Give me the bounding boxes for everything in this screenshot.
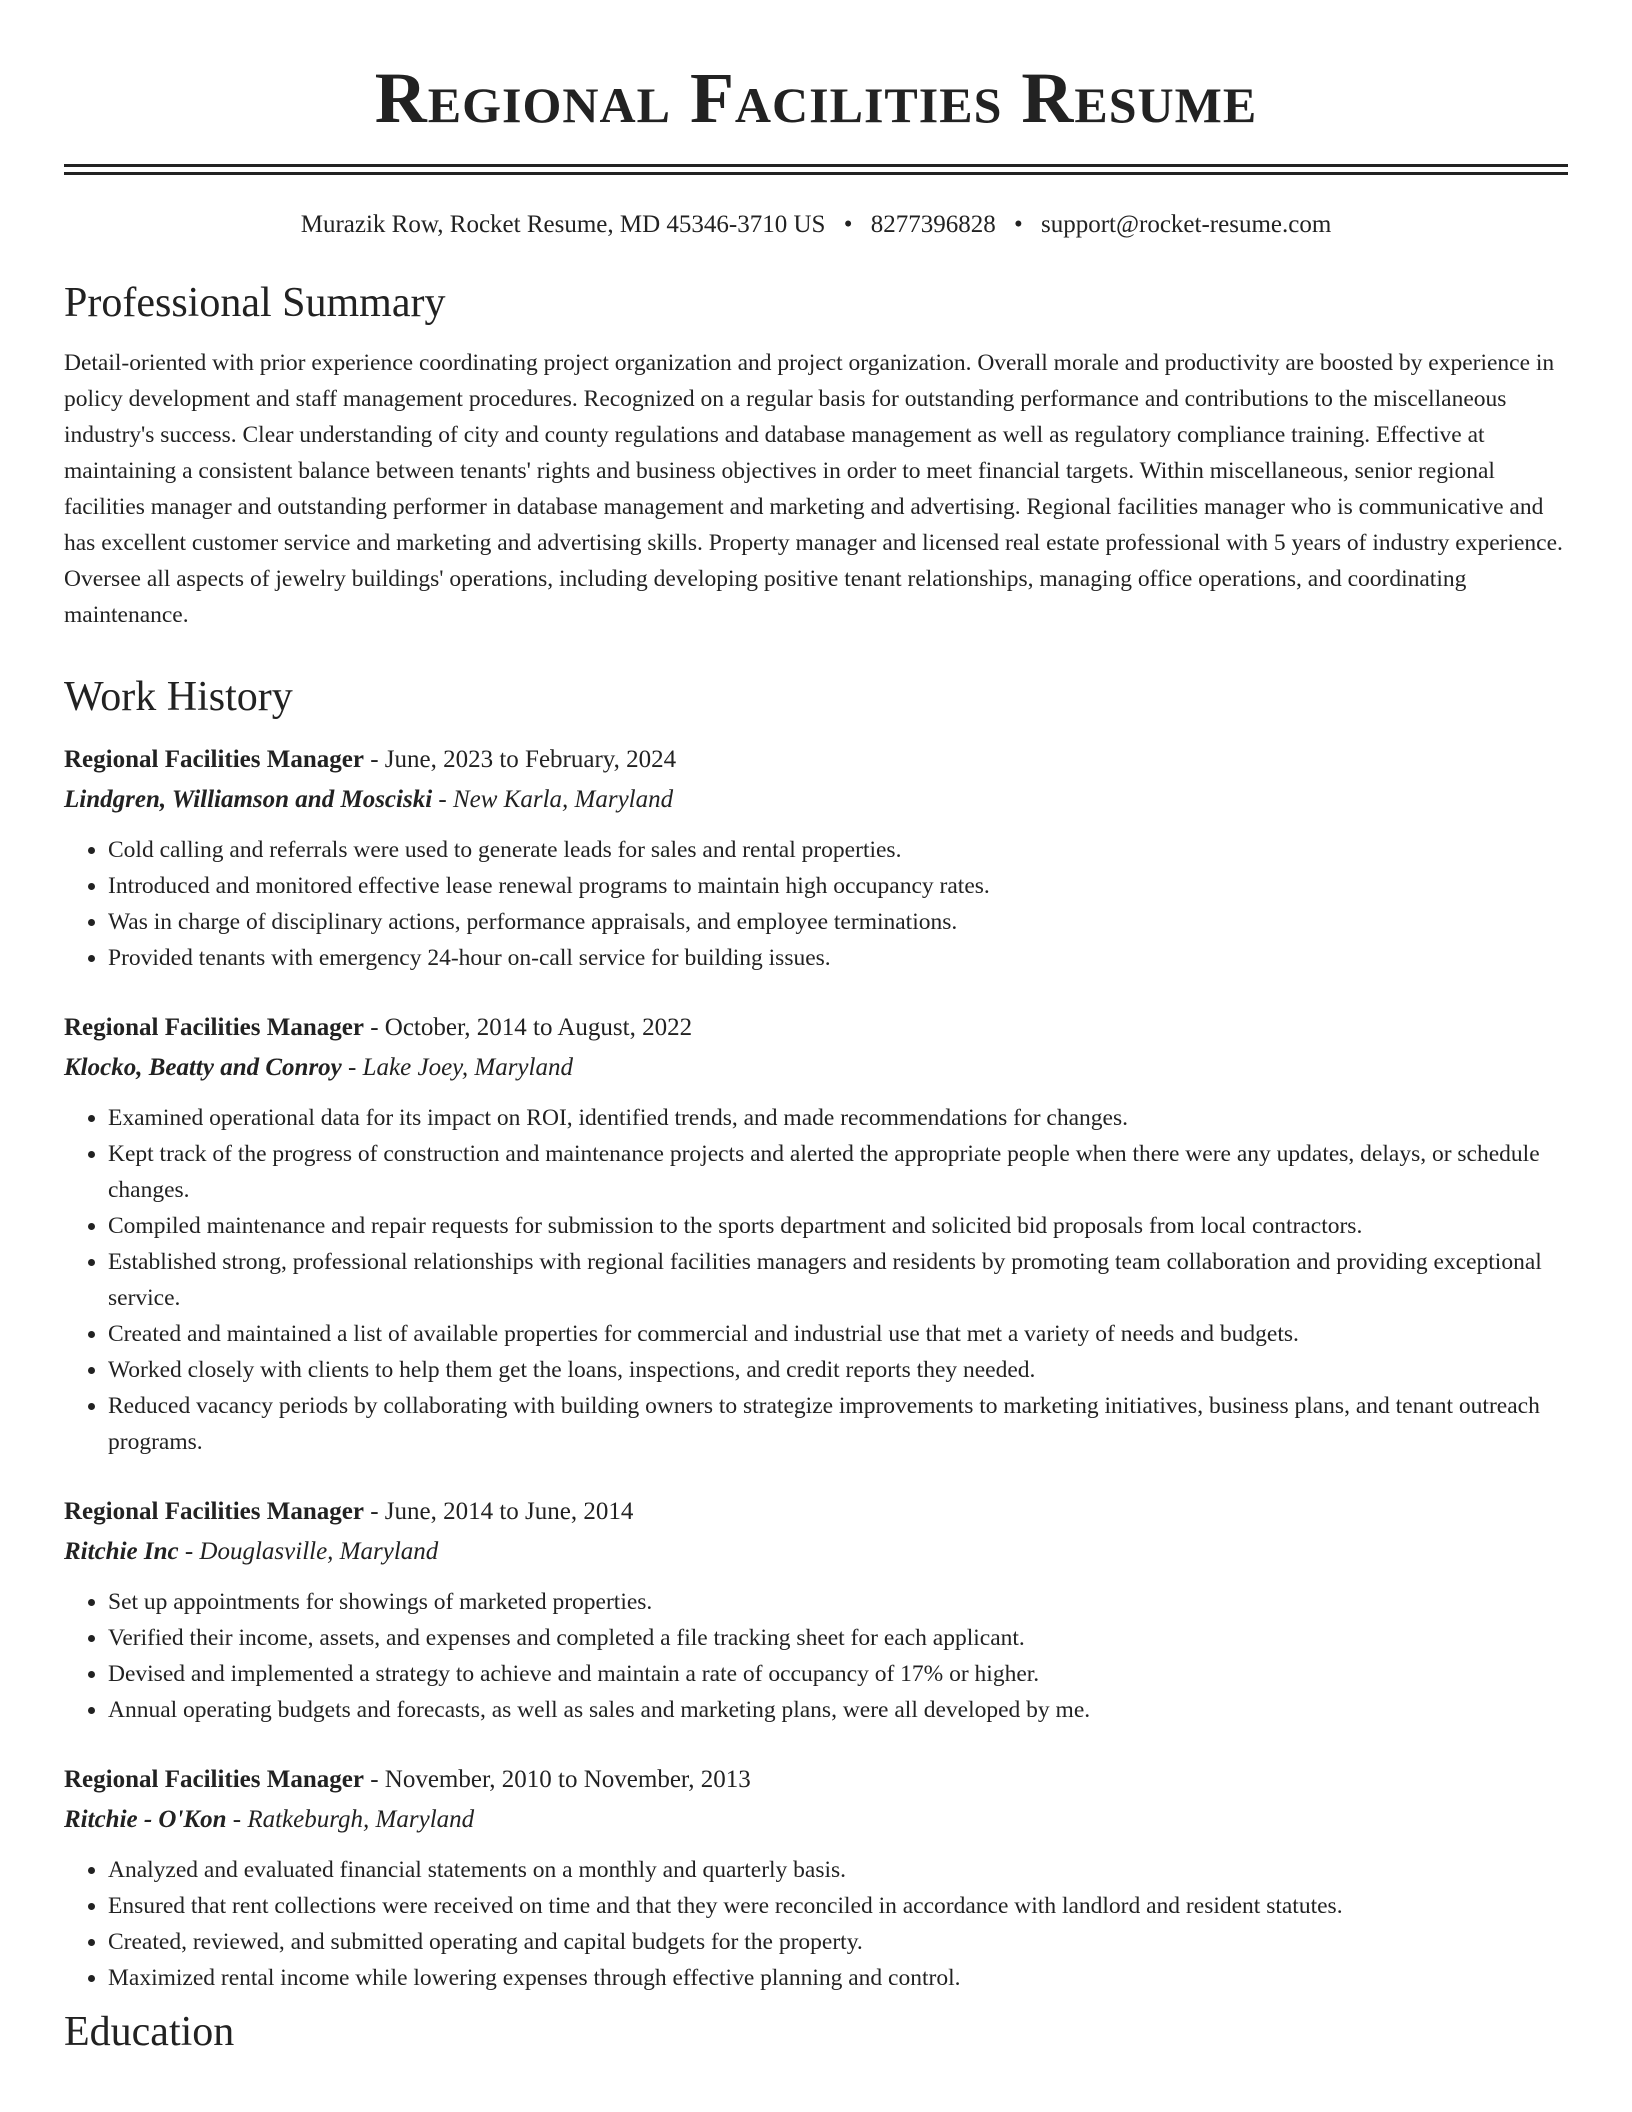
job-entry	[64, 1492, 1568, 1728]
job-bullet: • Maximized rental income while lowering expenses through effective planning and control.	[108, 1960, 1568, 1996]
job-bullet: • Cold calling and referrals were used to generate leads for sales and rental properties.	[108, 832, 1568, 868]
job-bullet: • Established strong, professional relationships with regional facilities managers and residents by promoting team collaboration and providing exceptional service.	[108, 1244, 1568, 1316]
job-heading	[64, 1760, 1568, 1800]
job-bullet: • Was in charge of disciplinary actions, performance appraisals, and employee terminations.	[108, 904, 1568, 940]
job-bullet: • Compiled maintenance and repair requests for submission to the sports department and solicited bid proposals from local contractors.	[108, 1208, 1568, 1244]
job-bullet: • Examined operational data for its impact on ROI, identified trends, and made recommendations for changes.	[108, 1100, 1568, 1136]
job-entry	[64, 740, 1568, 976]
job-company: Lindgren, Williamson and Mosciski	[64, 785, 433, 813]
job-bullet: • Analyzed and evaluated financial statements on a monthly and quarterly basis.	[108, 1852, 1568, 1888]
education-heading: Education	[64, 2008, 235, 2055]
job-role: Regional Facilities Manager	[64, 1497, 364, 1525]
job-bullet: • Devised and implemented a strategy to achieve and maintain a rate of occupancy of 17% or higher.	[108, 1656, 1568, 1692]
job-role: Regional Facilities Manager	[64, 745, 364, 773]
job-bullet: • Set up appointments for showings of marketed properties.	[108, 1584, 1568, 1620]
job-dates: - November, 2010 to November, 2013	[363, 1765, 751, 1793]
job-dates: - October, 2014 to August, 2022	[363, 1013, 693, 1041]
work-history-list	[64, 740, 1568, 1996]
job-role: Regional Facilities Manager	[64, 1765, 364, 1793]
job-bullet: • Created and maintained a list of available properties for commercial and industrial use that met a variety of needs and budgets.	[108, 1316, 1568, 1352]
job-company: Ritchie - O'Kon	[64, 1805, 227, 1833]
job-location: - New Karla, Maryland	[432, 785, 674, 813]
job-company: Klocko, Beatty and Conroy	[64, 1053, 342, 1081]
job-location: - Douglasville, Maryland	[178, 1537, 439, 1565]
job-entry	[64, 1760, 1568, 1996]
job-employer	[64, 1800, 1568, 1840]
job-bullets	[64, 832, 1568, 976]
job-bullet: • Worked closely with clients to help them get the loans, inspections, and credit reports they needed.	[108, 1352, 1568, 1388]
job-bullet: • Kept track of the progress of construction and maintenance projects and alerted the appropriate people when there were any updates, delays, or schedule changes.	[108, 1136, 1568, 1208]
job-role: Regional Facilities Manager	[64, 1013, 364, 1041]
job-bullet: • Reduced vacancy periods by collaborating with building owners to strategize improvements to marketing initiatives, business plans, and tenant outreach programs.	[108, 1388, 1568, 1460]
job-location: - Ratkeburgh, Maryland	[226, 1805, 475, 1833]
job-bullets	[64, 1584, 1568, 1728]
job-bullets	[64, 1100, 1568, 1460]
job-heading	[64, 740, 1568, 780]
contact-address: Murazik Row, Rocket Resume, MD 45346-3710 US	[300, 211, 826, 238]
job-employer	[64, 780, 1568, 820]
job-bullet: • Ensured that rent collections were received on time and that they were reconciled in accordance with landlord and resident statutes.	[108, 1888, 1568, 1924]
resume-title: Regional Facilities Resume	[374, 58, 1258, 138]
job-dates: - June, 2023 to February, 2024	[363, 745, 677, 773]
contact-email: support@rocket-resume.com	[1040, 211, 1332, 238]
job-entry	[64, 1008, 1568, 1460]
job-bullet: • Verified their income, assets, and expenses and completed a file tracking sheet for each applicant.	[108, 1620, 1568, 1656]
job-company: Ritchie Inc	[64, 1537, 179, 1565]
title-divider	[64, 164, 1568, 175]
summary-text: Detail-oriented with prior experience coordinating project organization and project organization. Overall morale and productivity are boosted by experience in policy development and staff management procedures. Recognized on a regular basis for outstanding performance and contributions to the miscellaneous industry's success. Clear understanding of city and county regulations and database management as well as regulatory compliance training. Effective at maintaining a consistent balance between tenants' rights and business objectives in order to meet financial targets. Within miscellaneous, senior regional facilities manager and outstanding performer in database management and marketing and advertising. Regional facilities manager who is communicative and has excellent customer service and marketing and advertising skills. Property manager and licensed real estate professional with 5 years of industry experience. Oversee all aspects of jewelry buildings' operations, including developing positive tenant relationships, managing office operations, and coordinating maintenance.	[64, 350, 1563, 629]
contact-line	[64, 211, 1568, 239]
job-employer	[64, 1048, 1568, 1088]
job-location: - Lake Joey, Maryland	[341, 1053, 573, 1081]
contact-phone: 8277396828	[870, 211, 996, 238]
job-bullet: • Provided tenants with emergency 24-hour on-call service for building issues.	[108, 940, 1568, 976]
contact-separator: •	[1013, 211, 1023, 238]
job-bullet: • Introduced and monitored effective lease renewal programs to maintain high occupancy rates.	[108, 868, 1568, 904]
job-heading	[64, 1008, 1568, 1048]
job-bullet: • Annual operating budgets and forecasts, as well as sales and marketing plans, were all developed by me.	[108, 1692, 1568, 1728]
job-heading	[64, 1492, 1568, 1532]
job-bullets	[64, 1852, 1568, 1996]
work-history-heading: Work History	[64, 674, 293, 721]
job-dates: - June, 2014 to June, 2014	[363, 1497, 634, 1525]
job-employer	[64, 1532, 1568, 1572]
job-bullet: • Created, reviewed, and submitted operating and capital budgets for the property.	[108, 1924, 1568, 1960]
contact-separator: •	[843, 211, 853, 238]
summary-heading: Professional Summary	[64, 280, 446, 326]
